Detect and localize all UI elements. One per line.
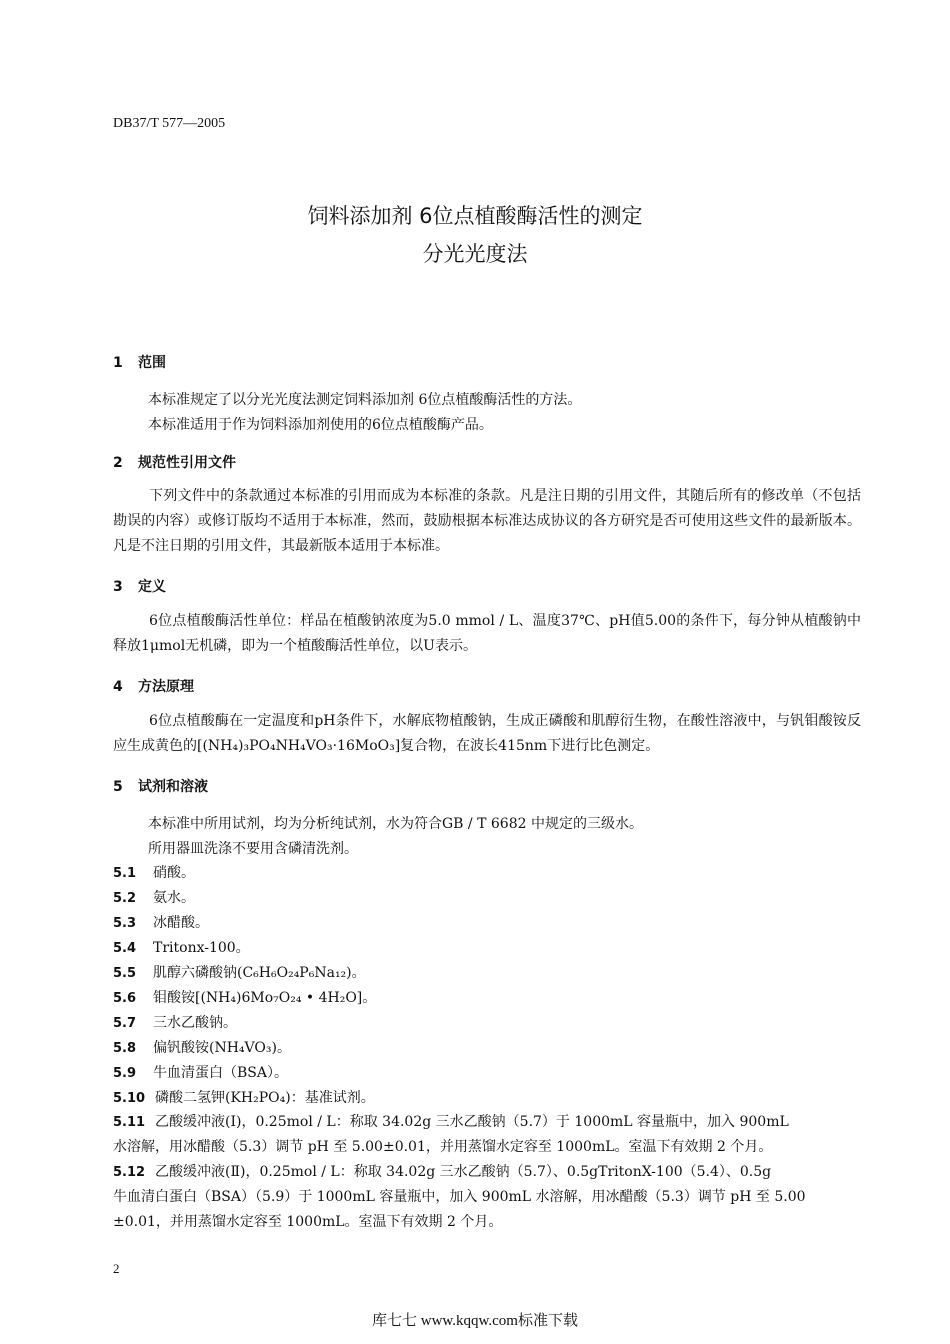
reagent-item: 5.7 三水乙酸钠。 bbox=[113, 1015, 237, 1031]
section-5-para-1: 本标准中所用试剂，均为分析纯试剂，水为符合GB / T 6682 中规定的三级水。 bbox=[148, 816, 643, 832]
section-1-heading: 1 范围 bbox=[113, 355, 166, 371]
section-3-para-1: 6位点植酸酶活性单位：样品在植酸钠浓度为5.0 mmol / L、温度37℃、pH值5.00的条件下，每分钟从植酸钠中释放1μmol无机磷，即为一个植酸酶活性单位，以U表示。 bbox=[113, 613, 861, 654]
reagent-item-5-11-line-2: 水溶解，用冰醋酸（5.3）调节 pH 至 5.00±0.01，并用蒸馏水定容至 1000mL。室温下有效期 2 个月。 bbox=[113, 1139, 773, 1155]
section-3-heading: 3 定义 bbox=[113, 579, 166, 595]
reagent-item: 5.5 肌醇六磷酸钠(C₆H₆O₂₄P₆Na₁₂)。 bbox=[113, 965, 366, 981]
section-4-heading: 4 方法原理 bbox=[113, 679, 194, 695]
document-title: 饲料添加剂 6位点植酸酶活性的测定 bbox=[307, 204, 643, 228]
section-2-heading: 2 规范性引用文件 bbox=[113, 455, 236, 471]
reagent-item: 5.9 牛血清蛋白（BSA）。 bbox=[113, 1065, 288, 1081]
reagent-item-5-11-line-1: 5.11 乙酸缓冲液(I)，0.25mol / L：称取 34.02g 三水乙酸钠（5.7）于 1000mL 容量瓶中，加入 900mL bbox=[113, 1114, 789, 1130]
section-1-para-2: 本标准适用于作为饲料添加剂使用的6位点植酸酶产品。 bbox=[148, 417, 493, 433]
reagent-item-5-12-line-1: 5.12 乙酸缓冲液(Ⅱ)，0.25mol / L：称取 34.02g 三水乙酸钠（5.7）、0.5gTritonX-100（5.4）、0.5g bbox=[113, 1164, 772, 1180]
section-5-para-2: 所用器皿洗涤不要用含磷清洗剂。 bbox=[148, 841, 358, 857]
section-5-heading: 5 试剂和溶液 bbox=[113, 779, 208, 795]
document-subtitle: 分光光度法 bbox=[422, 242, 528, 266]
reagent-item: 5.2 氨水。 bbox=[113, 890, 195, 906]
standard-number: DB37/T 577—2005 bbox=[113, 116, 226, 131]
reagent-item: 5.6 钼酸铵[(NH₄)6Mo₇O₂₄ • 4H₂O]。 bbox=[113, 990, 377, 1006]
section-2-para-1: 下列文件中的条款通过本标准的引用而成为本标准的条款。凡是注日期的引用文件，其随后所有的修改单（不包括勘误的内容）或修订版均不适用于本标准，然而，鼓励根据本标准达成协议的各方研究是否可使用这些文件的最新版本。凡是不注日期的引用文件，其最新版本适用于本标准。 bbox=[113, 488, 861, 554]
section-4-para-1: 6位点植酸酶在一定温度和pH条件下，水解底物植酸钠，生成正磷酸和肌醇衍生物，在酸性溶液中，与钒钼酸铵反应生成黄色的[(NH₄)₃PO₄NH₄VO₃·16MoO₃]复合物，在波长415nm下进行比色测定。 bbox=[113, 713, 861, 754]
page-number: 2 bbox=[113, 1261, 120, 1276]
reagent-item: 5.3 冰醋酸。 bbox=[113, 915, 209, 931]
section-1-para-1: 本标准规定了以分光光度法测定饲料添加剂 6位点植酸酶活性的方法。 bbox=[148, 392, 582, 408]
reagent-item-5-12-line-2: 牛血清白蛋白（BSA）（5.9）于 1000mL 容量瓶中，加入 900mL 水溶解，用冰醋酸（5.3）调节 pH 至 5.00 bbox=[113, 1189, 806, 1205]
reagent-item: 5.1 硝酸。 bbox=[113, 865, 195, 881]
reagent-item: 5.4 Tritonx-100。 bbox=[113, 940, 250, 956]
reagent-item-5-12-line-3: ±0.01，并用蒸馏水定容至 1000mL。室温下有效期 2 个月。 bbox=[113, 1214, 503, 1230]
reagent-item: 5.8 偏钒酸铵(NH₄VO₃)。 bbox=[113, 1040, 291, 1056]
footer-watermark: 库七七 www.kqqw.com标准下载 bbox=[372, 1313, 578, 1329]
reagent-item: 5.10 磷酸二氢钾(KH₂PO₄)：基准试剂。 bbox=[113, 1090, 375, 1106]
